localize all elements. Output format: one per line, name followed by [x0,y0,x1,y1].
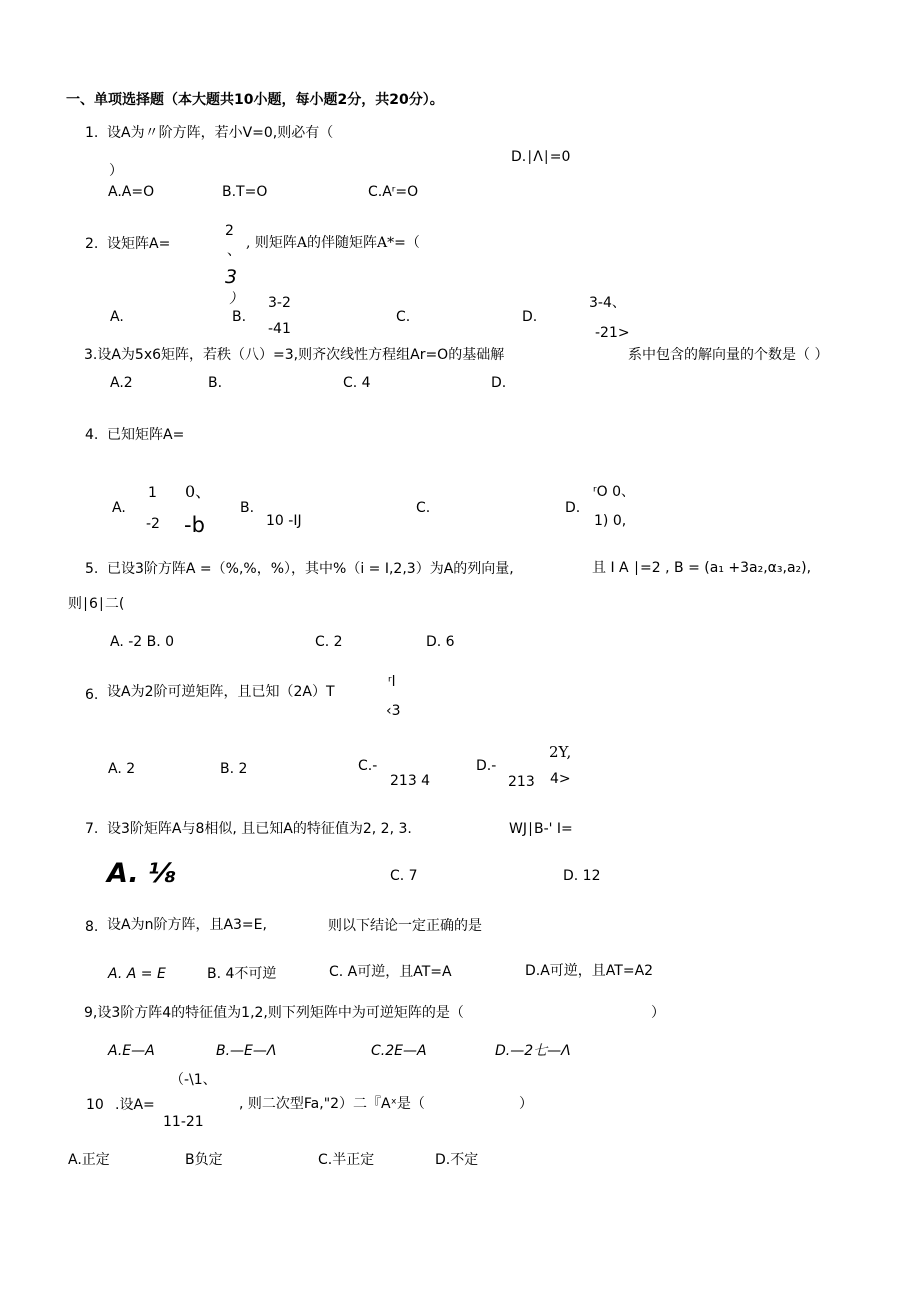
q8-stem-right: 则以下结论一定正确的是 [328,918,482,934]
q3-stem-right: 系中包含的解向量的个数是（ ） [628,347,829,363]
q2-option-d: D. [522,309,538,325]
q8-option-b: B. 4不可逆 [207,966,277,982]
q6-option-d: D.- [476,758,497,774]
q1-number: 1. [85,125,99,141]
q1-option-b: B.T=O [222,184,268,200]
q5-number: 5. [85,561,99,577]
q4-option-d-1: ʳO 0、 [593,484,635,500]
q5-option-d: D. 6 [426,634,455,650]
q5-option-ab: A. -2 B. 0 [110,634,175,650]
q1-paren-close: ） [109,163,123,179]
q2-matrix-3: 3 [225,266,238,288]
q2-stem-post: , 则矩阵A的伴随矩阵A*=（ [246,235,420,251]
q9-option-d: D.—2七—Λ [495,1043,571,1059]
q6-option-b: B. 2 [220,761,248,777]
q6-stem: 设A为2阶可逆矩阵，且已知（2A）T [107,684,335,700]
q8-number: 8. [85,919,99,935]
q10-option-a: A.正定 [68,1152,110,1168]
q4-option-b-1: 10 -IJ [266,513,302,529]
q6-option-d-3: 4> [550,771,571,787]
q2-option-c: C. [396,309,411,325]
q2-option-b-row1: 3-2 [268,295,291,311]
q10-stem-pre: .设A= [115,1097,155,1113]
q8-stem: 设A为n阶方阵，且A3=E, [107,917,267,933]
q2-stem-pre: 设矩阵A= [107,236,171,252]
q4-option-a-4: -b [184,513,205,537]
q3-option-a: A.2 [110,375,133,391]
q4-option-b: B. [240,500,255,516]
q3-option-b: B. [208,375,223,391]
q3-option-c: C. 4 [343,375,371,391]
q7-option-a: A. ⅛ [107,858,177,889]
q10-paren-close: ） [519,1096,533,1112]
q8-option-a: A. A = E [108,966,166,982]
q6-option-d-1: 213 [508,774,535,790]
q5-stem: 已设3阶方阵A =（%,%，%），其中%（i = I,2,3）为A的列向量, [107,561,514,577]
q6-number: 6. [85,687,99,703]
q7-number: 7. [85,821,99,837]
q7-option-c: C. 7 [390,868,418,884]
q5-stem-line2: 则∣6∣二( [68,596,125,612]
q10-stem-post: , 则二次型Fa,"2）二『Aˣ是（ [239,1096,425,1112]
q2-matrix-4: ） [229,291,243,307]
q4-stem: 已知矩阵A= [107,427,185,443]
q1-option-d: D.∣Λ∣=0 [511,149,571,165]
q1-option-a: A.A=O [108,184,155,200]
q4-option-d: D. [565,500,581,516]
q9-option-a: A.E—A [108,1043,155,1059]
q6-option-d-2: 2Y, [549,743,572,761]
q1-option-c: C.Aʳ=O [368,184,419,200]
q6-matrix-2: ‹3 [386,703,401,719]
q2-option-a: A. [110,309,124,325]
q2-matrix-1: 2 [225,223,234,239]
q5-option-c: C. 2 [315,634,343,650]
q6-option-c: C.- [358,758,378,774]
q2-number: 2. [85,236,99,252]
q2-option-d-row1: 3-4、 [589,295,626,311]
q4-option-a-1: 1 [148,485,157,501]
q2-option-b: B. [232,309,247,325]
q4-option-a-2: 0、 [185,482,212,501]
q2-option-d-row2: -21> [595,325,630,341]
q3-stem: 3.设A为5x6矩阵，若秩（八）=3,则齐次线性方程组Ar=O的基础解 [84,347,505,363]
q10-option-d: D.不定 [435,1152,479,1168]
q10-matrix-1: （-\1、 [170,1072,217,1088]
q4-option-d-2: 1) 0, [594,513,627,529]
q9-option-c: C.2E—A [371,1043,427,1059]
q9-stem: 9,设3阶方阵4的特征值为1,2,则下列矩阵中为可逆矩阵的是（ [84,1005,464,1021]
q10-matrix-2: 11-21 [163,1114,204,1130]
q1-stem: 设A为〃阶方阵，若小V=0,则必有（ [107,125,334,141]
q6-matrix-1: ʳl [388,674,396,690]
section-title: 一、单项选择题（本大题共10小题，每小题2分，共20分）。 [66,92,444,108]
q2-option-b-row2: -41 [268,321,291,337]
q3-option-d: D. [491,375,507,391]
q7-option-d: D. 12 [563,868,601,884]
q9-option-b: B.—E—Λ [216,1043,277,1059]
q8-option-d: D.A可逆，且AT=A2 [525,963,654,979]
q5-stem-right: 且 I A ∣=2 , B = (a₁ +3a₂,α₃,a₂), [592,560,812,576]
q7-stem: 设3阶矩阵A与8相似, 且已知A的特征值为2, 2, 3. [107,821,412,837]
q8-option-c: C. A可逆，且AT=A [329,964,452,980]
q6-option-a: A. 2 [108,761,136,777]
q4-option-a: A. [112,500,126,516]
q4-option-a-3: -2 [146,516,160,532]
q7-stem-right: WJ∣B-' I= [509,821,573,837]
q4-option-c: C. [416,500,431,516]
q4-number: 4. [85,427,99,443]
q10-number: 10 [86,1097,104,1113]
q2-matrix-2: 、 [227,243,241,259]
q9-paren-close: ） [651,1005,665,1021]
q6-option-c-1: 213 4 [390,773,431,789]
q10-option-c: C.半正定 [318,1152,375,1168]
q10-option-b: B负定 [185,1152,223,1168]
